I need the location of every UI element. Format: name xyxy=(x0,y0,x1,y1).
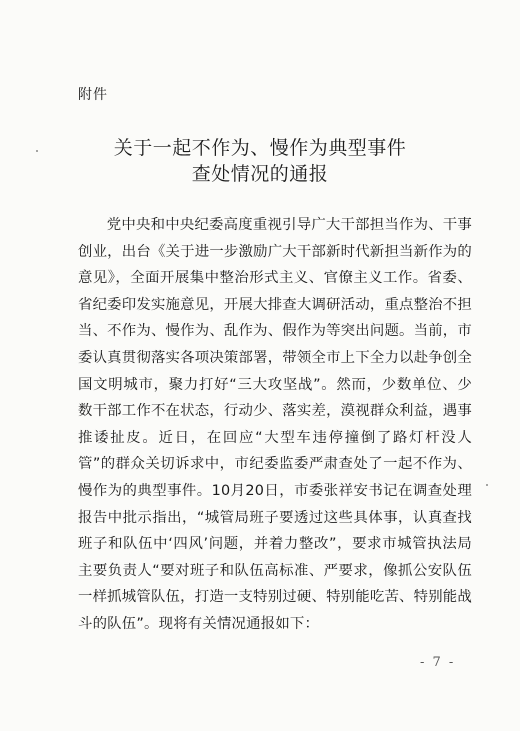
scan-speck xyxy=(486,484,488,486)
body-paragraph: 党中央和中央纪委高度重视引导广大干部担当作为、干事创业，出台《关于进一步激励广大干部新时代新担当新作为的意见》，全面开展集中整治形式主义、官僚主义工作。省委、省纪委印发实施意见，开展大排查大调研活动，重点整治不担当、不作为、慢作为、乱作为、假作为等突出问题。当前，市委认真贯彻落实各项决策部署，带领全市上下全力以赴争创全国文明城市，聚力打好“三大攻坚战”。然而，少数单位、少数干部工作不在状态，行动少、落实差，漠视群众利益，遇事推诿扯皮。近日，在回应“大型车违停撞倒了路灯杆没人管”的群众关切诉求中，市纪委监委严肃查处了一起不作为、慢作为的典型事件。10月20日，市委张祥安书记在调查处理报告中批示指出，“城管局班子要透过这些具体事，认真查找班子和队伍中‘四风’问题，并着力整改”，要求市城管执法局主要负责人“要对班子和队伍高标准、严要求，像抓公安队伍一样抓城管队伍，打造一支特别过硬、特别能吃苦、特别能战斗的队伍”。现将有关情况通报如下： xyxy=(78,217,472,632)
scan-speck xyxy=(36,150,38,152)
document-title-line-2: 查处情况的通报 xyxy=(191,163,329,185)
page-number: - 7 - xyxy=(420,655,456,670)
document-title-line-1: 关于一起不作为、慢作为典型事件 xyxy=(113,137,407,159)
attachment-label: 附件 xyxy=(78,87,108,103)
